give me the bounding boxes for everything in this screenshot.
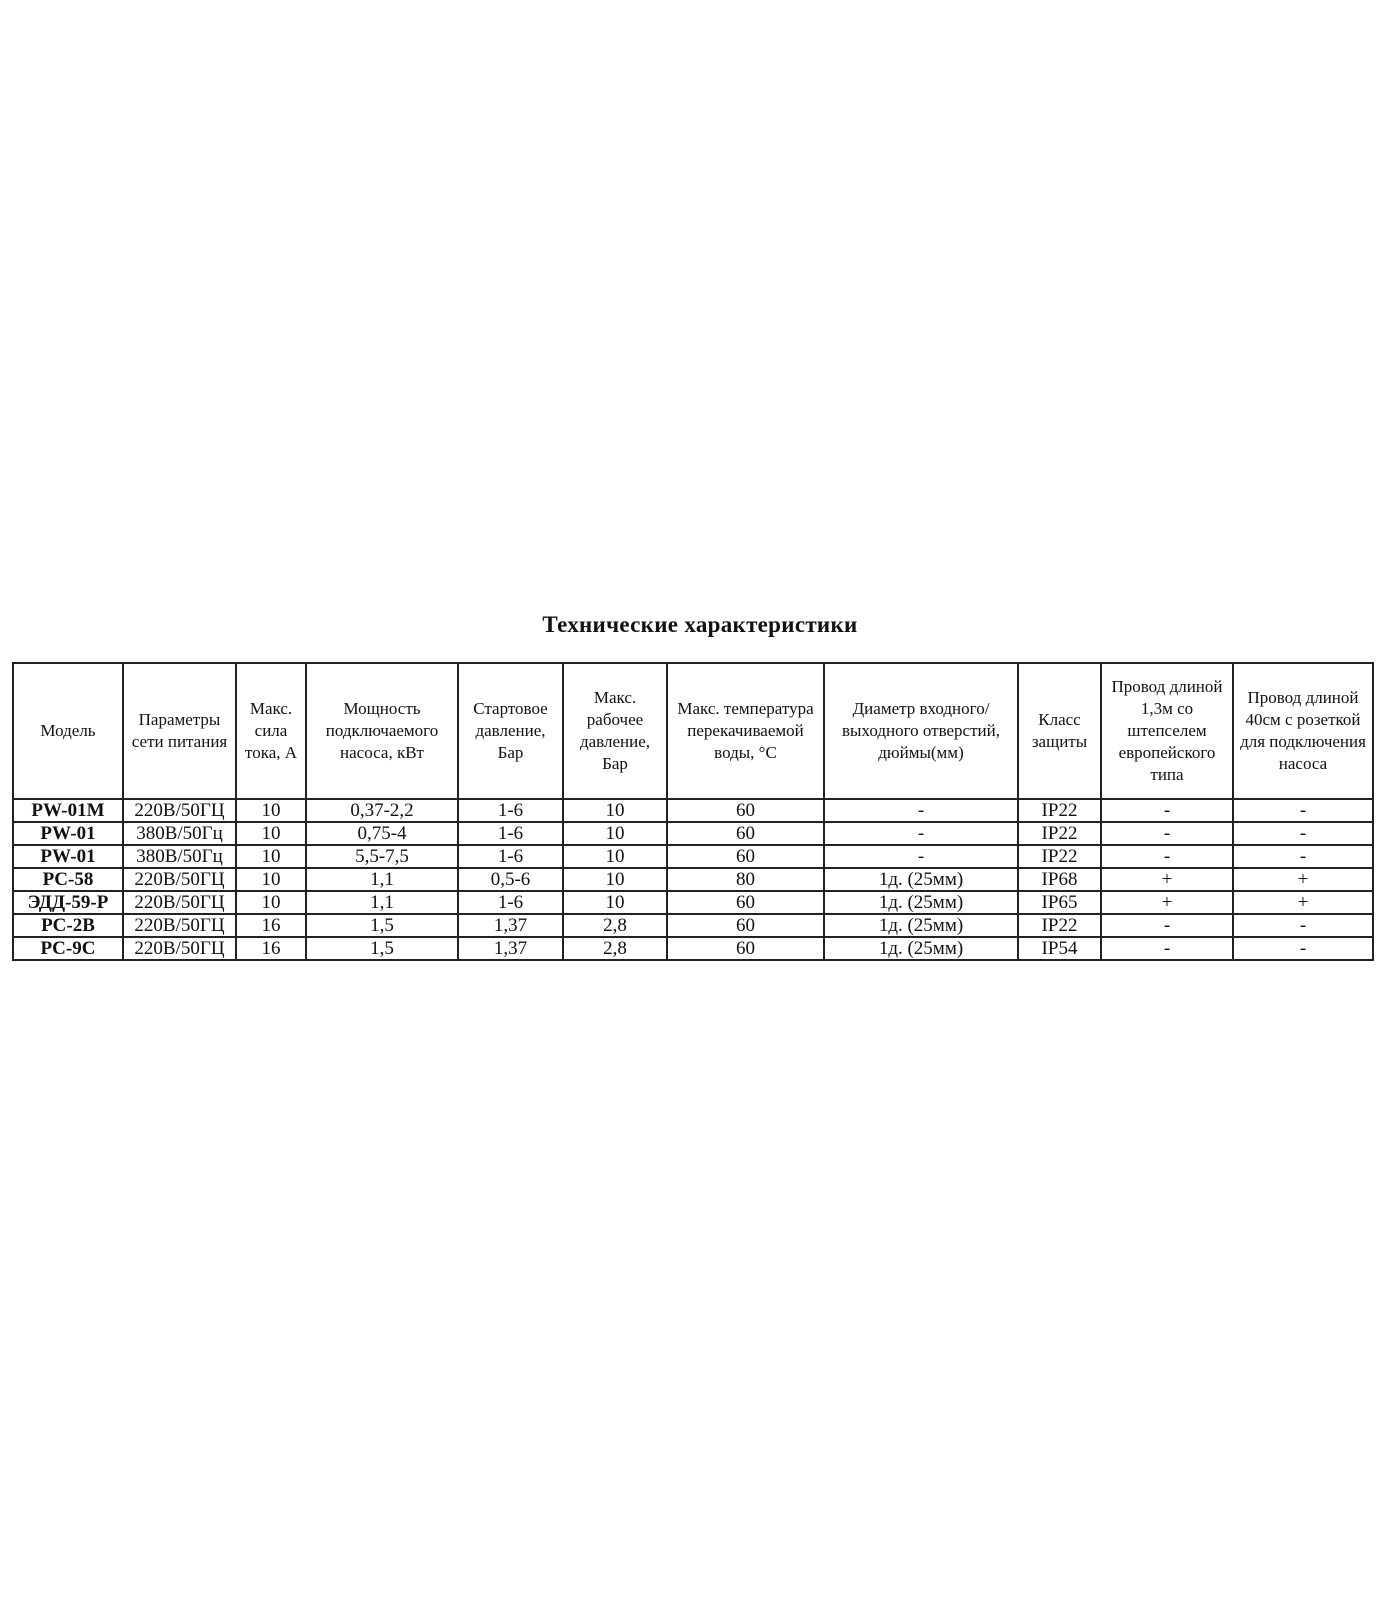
column-header: Провод длиной 40см с розеткой для подключения насоса <box>1233 663 1373 799</box>
model-cell: PW-01M <box>13 799 123 822</box>
table-cell: 0,37-2,2 <box>306 799 458 822</box>
table-cell: 60 <box>667 937 824 960</box>
table-cell: IP22 <box>1018 799 1101 822</box>
column-header: Класс защиты <box>1018 663 1101 799</box>
table-row <box>13 937 1373 960</box>
table-cell: 1,5 <box>306 914 458 937</box>
table-cell: - <box>824 799 1018 822</box>
table-cell: 220В/50ГЦ <box>123 868 236 891</box>
table-cell: 10 <box>236 822 306 845</box>
table-cell: - <box>1233 845 1373 868</box>
table-cell: 220В/50ГЦ <box>123 937 236 960</box>
table-cell: + <box>1233 891 1373 914</box>
table-cell: 10 <box>563 822 667 845</box>
table-cell: 10 <box>563 845 667 868</box>
table-cell: - <box>1101 845 1233 868</box>
table-cell: 1-6 <box>458 822 563 845</box>
table-cell: 10 <box>236 868 306 891</box>
column-header: Стартовое давление, Бар <box>458 663 563 799</box>
column-header: Мощность подключаемого насоса, кВт <box>306 663 458 799</box>
table-cell: IP65 <box>1018 891 1101 914</box>
table-cell: 60 <box>667 845 824 868</box>
table-cell: - <box>824 822 1018 845</box>
table-cell: - <box>1233 822 1373 845</box>
table-cell: 60 <box>667 799 824 822</box>
column-header: Макс. рабочее давление, Бар <box>563 663 667 799</box>
table-cell: - <box>1101 914 1233 937</box>
model-cell: PC-2B <box>13 914 123 937</box>
table-cell: 60 <box>667 891 824 914</box>
model-cell: PW-01 <box>13 822 123 845</box>
table-cell: 2,8 <box>563 937 667 960</box>
table-row <box>13 891 1373 914</box>
table-row <box>13 799 1373 822</box>
table-row <box>13 822 1373 845</box>
model-cell: PW-01 <box>13 845 123 868</box>
table-cell: 1,1 <box>306 868 458 891</box>
column-header: Диаметр входного/выходного отверстий, дюймы(мм) <box>824 663 1018 799</box>
table-cell: IP68 <box>1018 868 1101 891</box>
table-cell: 220В/50ГЦ <box>123 914 236 937</box>
table-cell: + <box>1101 868 1233 891</box>
table-cell: - <box>824 845 1018 868</box>
model-cell: PC-9C <box>13 937 123 960</box>
table-cell: 1,1 <box>306 891 458 914</box>
model-cell: PC-58 <box>13 868 123 891</box>
table-cell: 16 <box>236 914 306 937</box>
table-cell: 1д. (25мм) <box>824 868 1018 891</box>
table-cell: + <box>1233 868 1373 891</box>
table-cell: 10 <box>236 845 306 868</box>
table-cell: 0,75-4 <box>306 822 458 845</box>
table-cell: 10 <box>563 868 667 891</box>
table-cell: 1,37 <box>458 937 563 960</box>
table-cell: 1-6 <box>458 799 563 822</box>
table-cell: - <box>1101 799 1233 822</box>
table-cell: 80 <box>667 868 824 891</box>
table-cell: - <box>1101 937 1233 960</box>
table-cell: - <box>1233 937 1373 960</box>
table-cell: - <box>1233 799 1373 822</box>
table-cell: 10 <box>236 891 306 914</box>
table-cell: 60 <box>667 822 824 845</box>
table-cell: 220В/50ГЦ <box>123 799 236 822</box>
table-row <box>13 914 1373 937</box>
column-header: Провод длиной 1,3м со штепселем европейского типа <box>1101 663 1233 799</box>
table-cell: 1-6 <box>458 845 563 868</box>
table-cell: IP22 <box>1018 822 1101 845</box>
table-cell: 380В/50Гц <box>123 845 236 868</box>
table-cell: 1д. (25мм) <box>824 937 1018 960</box>
table-cell: - <box>1101 822 1233 845</box>
table-cell: 1-6 <box>458 891 563 914</box>
table-cell: 1,37 <box>458 914 563 937</box>
table-cell: 2,8 <box>563 914 667 937</box>
table-cell: IP22 <box>1018 914 1101 937</box>
table-cell: 220В/50ГЦ <box>123 891 236 914</box>
table-cell: 380В/50Гц <box>123 822 236 845</box>
table-cell: 60 <box>667 914 824 937</box>
table-cell: 10 <box>563 891 667 914</box>
table-cell: + <box>1101 891 1233 914</box>
table-cell: IP22 <box>1018 845 1101 868</box>
table-cell: 10 <box>236 799 306 822</box>
table-row <box>13 845 1373 868</box>
column-header: Макс. сила тока, А <box>236 663 306 799</box>
model-cell: ЭДД-59-Р <box>13 891 123 914</box>
table-cell: - <box>1233 914 1373 937</box>
table-cell: 1д. (25мм) <box>824 891 1018 914</box>
table-row <box>13 868 1373 891</box>
table-cell: 16 <box>236 937 306 960</box>
column-header: Макс. температура перекачиваемой воды, °С <box>667 663 824 799</box>
specifications-table <box>12 662 1374 961</box>
table-cell: IP54 <box>1018 937 1101 960</box>
table-cell: 1,5 <box>306 937 458 960</box>
table-cell: 0,5-6 <box>458 868 563 891</box>
table-header-row <box>13 663 1373 799</box>
table-cell: 10 <box>563 799 667 822</box>
column-header: Модель <box>13 663 123 799</box>
table-cell: 5,5-7,5 <box>306 845 458 868</box>
table-cell: 1д. (25мм) <box>824 914 1018 937</box>
document-title: Технические характеристики <box>542 612 858 637</box>
column-header: Параметры сети питания <box>123 663 236 799</box>
